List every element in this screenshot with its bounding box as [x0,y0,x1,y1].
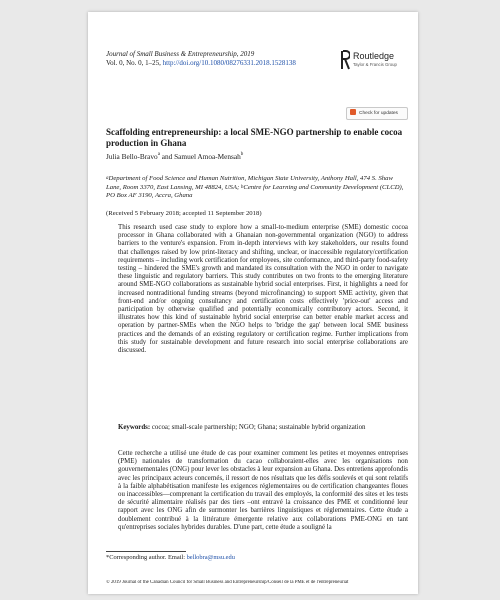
author-2: Samuel Amoa-Mensah [174,152,241,161]
footnote-divider [106,551,186,552]
affiliation-a-mark: a [106,176,109,181]
volume-info: Vol. 0, No. 0, 1–25, [106,59,161,67]
check-for-updates-label: Check for updates [359,111,398,116]
keywords-text: cocoa; small-scale partnership; NGO; Ghana; sustainable hybrid organization [150,424,366,431]
routledge-r-icon [340,50,350,70]
doi-link[interactable]: http://doi.org/10.1080/08276331.2018.1528138 [162,59,296,67]
abstract-english: This research used case study to explore how a small-to-medium enterprise (SME) domestic cocoa processor in Ghana collaborated with a Ghanaian non-governmental organization (NGO) to address barriers to the venture's expansion. From in-depth interviews with key stakeholders, our results found that challenges raised by low print-literacy and shifting, unclear, or inaccessible regulatory/certification requirements – including work certification for employees, site conformance, and third-party food-safety testing – hindered the SME's growth and mandated its consultation with the NGO in order to navigate these linguistic and regulatory barriers. This study contributes on two fronts to the emerging literature around SME-NGO collaborations as sustainable hybrid social enterprises. First, it highlights a need for increased nontraditional funding streams (beyond microfinancing) to support SME activity, given that front-end and/or ongoing consultancy and certification costs effectively 'price-out' access and participation by otherwise qualified and potentially economically contributory actors. Second, it illustrates how this kind of sustainable hybrid social enterprise can better enable market access and operation by partner-SMEs when the NGO helps to 'bridge the gap' between local SME business practices and the demands of an existing regulatory or certification regime. Further implications from this study for sustainable development and future research into social enterprise collaborations are discussed. [118,224,408,355]
keywords-label: Keywords: [118,424,151,431]
author-email-link[interactable]: bellobra@msu.edu [186,554,235,561]
author-1-mark: a [157,152,160,157]
author-line [106,152,406,161]
copyright-notice: © 2019 Journal of the Canadian Council for Small Business and Entrepreneurship/Conseil de la PME et de l'entrepreneuriat [106,580,349,585]
journal-name: Journal of Small Business & Entrepreneurship, 2019 [106,50,255,58]
abstract-french: Cette recherche a utilisé une étude de cas pour examiner comment les petites et moyennes entreprises (PME) nationales de transformation du cacao collaboraient-elles avec les organisations non gouvernementales (ONG) pour lever les obstacles à leur expansion au Ghana. Des entretiens approfondis avec les principaux acteurs concernés, il ressort de nos résultats que les défis soulevés et qui sont relatifs à la faible alphabétisation manifeste les exigences réglementaires ou de certification changeantes floues ou inaccessibles—comprenant la certification du travail des employés, la conformité des sites et les tests de sécurité alimentaire réalisés par des tiers –ont entravé la croissance des PME et conditionné leur rapport avec les ONG afin de surmonter les barrières linguistiques et réglementaires. Cette étude a doublement contribué à la littérature émergente relative aux collaborations PME-ONG en tant qu'entreprises sociales hybrides durables. D'une part, cette étude a souligné la [118,450,408,531]
publisher-name: Routledge [353,51,395,61]
affiliation-b-mark: b [240,184,244,190]
footnote-label: *Corresponding author. Email: [106,554,187,561]
publisher-subtitle: Taylor & Francis Group [353,62,397,67]
keywords [118,424,408,432]
affiliations [106,175,406,201]
author-conjunction: and [159,152,175,161]
routledge-logo [340,50,410,74]
author-1: Julia Bello-Bravo [106,152,158,161]
check-for-updates-button[interactable] [346,107,408,120]
affiliation-b: Centre for Learning and Community Development (CLCD), PO Box AF 3190, Accra, Ghana [106,183,404,200]
received-dates: (Received 5 February 2018; accepted 11 September 2018) [106,210,262,217]
author-2-mark: b [240,152,244,157]
corresponding-author-footnote [106,554,406,561]
article-page [88,12,418,594]
updates-icon [350,109,356,115]
affiliation-a: Department of Food Science and Human Nutrition, Michigan State University, Anthony Hall, 474 S. Shaw Lane, Room 3370, East Lansing, MI 48824, USA; [106,175,393,191]
article-title: Scaffolding entrepreneurship: a local SME-NGO partnership to enable cocoa production in Ghana [106,127,403,148]
